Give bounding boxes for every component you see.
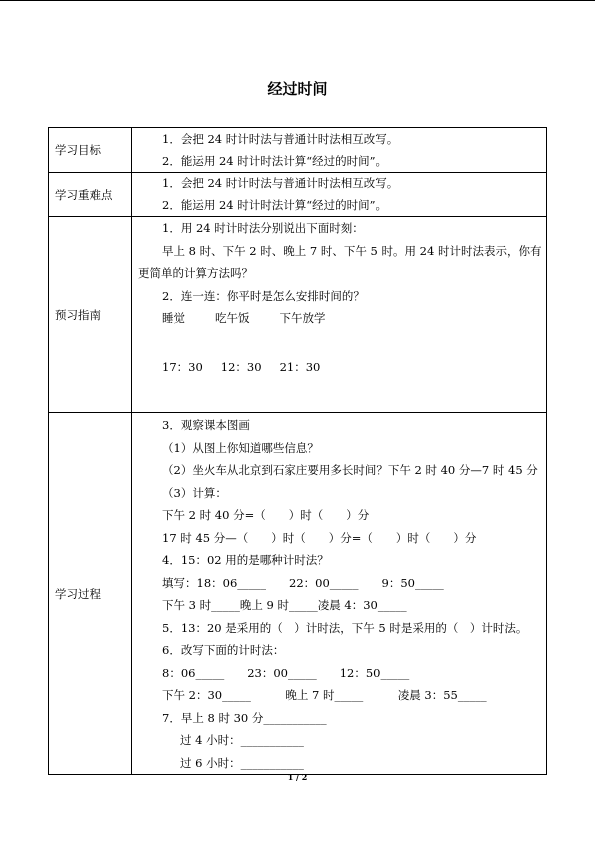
text-line: 更简单的计算方法吗？ xyxy=(138,266,253,280)
text-line: 2．连一连：你平时是怎么安排时间的？ xyxy=(162,288,365,303)
page-title: 经过时间 xyxy=(267,80,328,98)
text-line: 1．会把 24 时计时法与普通计时法相互改写。 xyxy=(162,176,399,190)
spacer xyxy=(132,330,546,356)
text-line: 下午 2 时 40 分=（ ）时（ ）分 xyxy=(162,508,370,522)
row-label-goal: 学习目标 xyxy=(49,128,132,173)
time-row xyxy=(132,356,546,379)
text-line: 5．13：20 是采用的（ ）计时法，下午 5 时是采用的（ ）计时法。 xyxy=(162,620,528,635)
time-item: 17：30 xyxy=(162,359,203,374)
text-line: 7．早上 8 时 30 分___________ xyxy=(162,710,327,725)
text-line: 2．能运用 24 时计时法计算“经过的时间”。 xyxy=(162,153,388,168)
text-line: 过 4 小时：___________ xyxy=(180,733,304,747)
time-item: 12：30 xyxy=(220,359,262,374)
text-line: 填写：18：06_____ 22：00_____ 9：50_____ xyxy=(162,575,444,590)
text-line: 2．能运用 24 时计时法计算“经过的时间”。 xyxy=(162,197,388,212)
activity-row xyxy=(132,307,546,330)
text-line: （2）坐火车从北京到石家庄要用多长时间？下午 2 时 40 分—7 时 45 分 xyxy=(162,463,538,477)
text-line: 17 时 45 分—（ ）时（ ）分=（ ）时（ ）分 xyxy=(162,530,477,545)
text-line: 1．用 24 时计时法分别说出下面时刻： xyxy=(162,221,364,235)
row-label-key: 学习重难点 xyxy=(49,173,132,217)
table-row xyxy=(49,217,547,413)
activity-item: 睡觉 xyxy=(162,311,185,325)
header-rule xyxy=(0,0,595,1)
text-line: 1．会把 24 时计时法与普通计时法相互改写。 xyxy=(162,132,399,146)
text-line: 3．观察课本图画 xyxy=(162,418,250,432)
page-number: 1 / 2 xyxy=(287,772,308,782)
table-row xyxy=(49,173,547,217)
row-content-preview xyxy=(132,217,547,413)
table-row xyxy=(49,128,547,173)
text-line: 8：06_____ 23：00_____ 12：50_____ xyxy=(162,665,410,680)
text-line: 过 6 小时：___________ xyxy=(180,755,304,770)
text-line: 4．15：02 用的是哪种计时法？ xyxy=(162,553,329,567)
text-line: 早上 8 时、下午 2 时、晚上 7 时、下午 5 时。用 24 时计时法表示，你有 xyxy=(162,243,542,258)
text-line: 6．改写下面的计时法： xyxy=(162,643,285,657)
activity-item: 吃午饭 xyxy=(215,311,250,325)
time-item: 21：30 xyxy=(279,359,321,374)
activity-item: 下午放学 xyxy=(279,311,326,325)
row-content-key xyxy=(132,173,547,217)
row-label-process: 学习过程 xyxy=(49,413,132,775)
row-label-preview: 预习指南 xyxy=(49,217,132,413)
row-content-goal xyxy=(132,128,547,173)
text-line: （3）计算： xyxy=(162,485,227,500)
row-content-process xyxy=(132,413,547,775)
text-line: 下午 2：30_____ 晚上 7 时_____ 凌晨 3：55_____ xyxy=(162,688,487,702)
lesson-table xyxy=(48,127,547,775)
text-line: 下午 3 时_____晚上 9 时_____凌晨 4：30_____ xyxy=(162,598,407,612)
table-row xyxy=(49,413,547,775)
text-line: （1）从图上你知道哪些信息？ xyxy=(162,440,319,455)
